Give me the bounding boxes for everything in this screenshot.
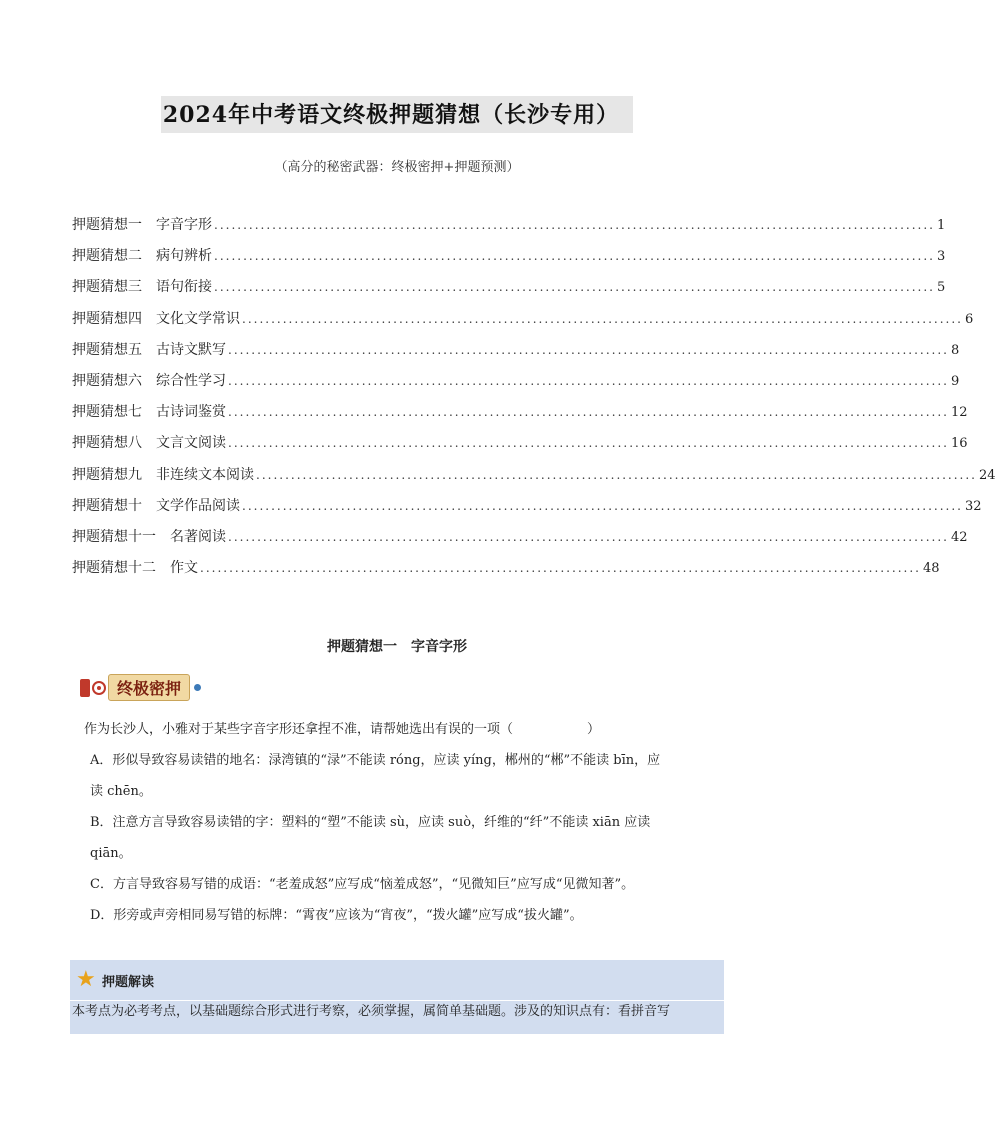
divider: [70, 1000, 724, 1001]
toc-topic: 语句衔接: [156, 279, 212, 296]
interpretation-body: 本考点为必考考点，以基础题综合形式进行考察，必须掌握，属简单基础题。涉及的知识点有：看拼音写: [72, 1004, 671, 1019]
option-line: qiān。: [90, 846, 132, 861]
toc-label: 押题猜想十二: [72, 560, 156, 577]
option-line: 读 chēn。: [90, 784, 152, 799]
toc-label: 押题猜想八: [72, 435, 142, 452]
toc-page-number: 5: [937, 280, 946, 296]
toc-row[interactable]: [72, 276, 946, 307]
toc-topic: 病句辨析: [156, 248, 212, 265]
interpretation-title: 押题解读: [102, 974, 155, 990]
toc-leader: ............................................................................................................................: [228, 373, 949, 388]
toc-row[interactable]: [72, 308, 974, 339]
toc-label: 押题猜想二: [72, 248, 142, 265]
toc-topic: 字音字形: [156, 217, 212, 233]
toc-label: 押题猜想五: [72, 341, 142, 358]
toc-topic: 文言文阅读: [156, 435, 226, 452]
toc-label: 押题猜想一: [72, 217, 142, 233]
toc-page-number: 48: [923, 561, 940, 577]
toc-page-number: 9: [951, 373, 960, 389]
toc-leader: ............................................................................................................................: [242, 498, 963, 513]
toc-label: 押题猜想十: [72, 497, 142, 514]
toc-topic: 非连续文本阅读: [156, 466, 254, 483]
toc-topic: 作文: [170, 560, 198, 577]
dot-icon: [194, 684, 201, 691]
toc-leader: ............................................................................................................................: [200, 561, 921, 576]
star-icon: ★: [76, 967, 96, 992]
toc-page-number: 6: [965, 311, 974, 327]
toc-topic: 文学作品阅读: [156, 497, 240, 514]
toc-page-number: 24: [979, 467, 996, 483]
toc-label: 押题猜想七: [72, 404, 142, 421]
question-stem-close: ）: [587, 722, 601, 737]
toc-leader: ............................................................................................................................: [228, 436, 949, 451]
toc-row[interactable]: [72, 339, 960, 370]
toc-label: 押题猜想九: [72, 466, 142, 483]
toc-row[interactable]: [72, 464, 996, 495]
interpretation-header: [70, 960, 724, 1000]
toc-label: 押题猜想十一: [72, 528, 156, 545]
toc-page-number: 3: [937, 249, 946, 265]
toc-row[interactable]: [72, 401, 968, 432]
page-title: 2024年中考语文终极押题猜想（长沙专用）: [161, 96, 633, 133]
toc-label: 押题猜想三: [72, 279, 142, 296]
toc-topic: 综合性学习: [156, 372, 226, 389]
toc-topic: 文化文学常识: [156, 310, 240, 327]
toc-page-number: 32: [965, 498, 982, 514]
interpretation-box: [70, 960, 724, 1034]
toc-leader: ............................................................................................................................: [228, 529, 949, 544]
toc-page-number: 12: [951, 405, 968, 421]
toc-leader: ............................................................................................................................: [214, 280, 935, 295]
section-heading: 押题猜想一 字音字形: [327, 639, 467, 655]
option-line: A．形似导致容易读错的地名：渌湾镇的“渌”不能读 róng，应读 yíng，郴州的“郴”不能读 bīn，应: [90, 753, 661, 768]
toc-leader: ............................................................................................................................: [214, 249, 935, 264]
toc-row[interactable]: [72, 432, 968, 463]
toc-row[interactable]: [72, 370, 960, 401]
toc-leader: ............................................................................................................................: [256, 467, 977, 482]
table-of-contents: [72, 214, 996, 588]
target-icon: [78, 675, 108, 701]
toc-row[interactable]: [72, 495, 982, 526]
toc-topic: 名著阅读: [170, 528, 226, 545]
badge: [78, 674, 201, 701]
toc-label: 押题猜想六: [72, 372, 142, 389]
toc-topic: 古诗词鉴赏: [156, 404, 226, 421]
toc-page-number: 1: [937, 218, 946, 233]
option-line: C．方言导致容易写错的成语：“老羞成怒”应写成“恼羞成怒”，“见微知巨”应写成“见微知著”。: [90, 877, 635, 892]
toc-leader: ............................................................................................................................: [228, 405, 949, 420]
toc-leader: ............................................................................................................................: [214, 218, 935, 232]
title-wrap: [0, 96, 794, 133]
page-subtitle: （高分的秘密武器：终极密押+押题预测）: [274, 160, 520, 175]
toc-label: 押题猜想四: [72, 310, 142, 327]
toc-page-number: 16: [951, 436, 968, 452]
toc-topic: 古诗文默写: [156, 341, 226, 358]
option-line: D．形旁或声旁相同易写错的标牌：“霄夜”应该为“宵夜”，“拨火罐”应写成“拔火罐”。: [90, 908, 583, 923]
question-stem: [74, 714, 724, 745]
badge-label: 终极密押: [108, 674, 190, 701]
toc-page-number: 8: [951, 342, 960, 358]
toc-row[interactable]: [72, 526, 968, 557]
question-block: [74, 714, 724, 931]
question-stem-text: 作为长沙人，小雅对于某些字音字形还拿捏不准，请帮她选出有误的一项（: [84, 722, 514, 737]
toc-leader: ............................................................................................................................: [228, 342, 949, 357]
toc-row[interactable]: [72, 557, 940, 588]
toc-row[interactable]: [72, 214, 946, 245]
toc-row[interactable]: [72, 245, 946, 276]
toc-page-number: 42: [951, 529, 968, 545]
toc-leader: ............................................................................................................................: [242, 311, 963, 326]
option-line: B．注意方言导致容易读错的字：塑料的“塑”不能读 sù，应读 suò，纤维的“纤”不能读 xiān 应读: [90, 815, 651, 830]
